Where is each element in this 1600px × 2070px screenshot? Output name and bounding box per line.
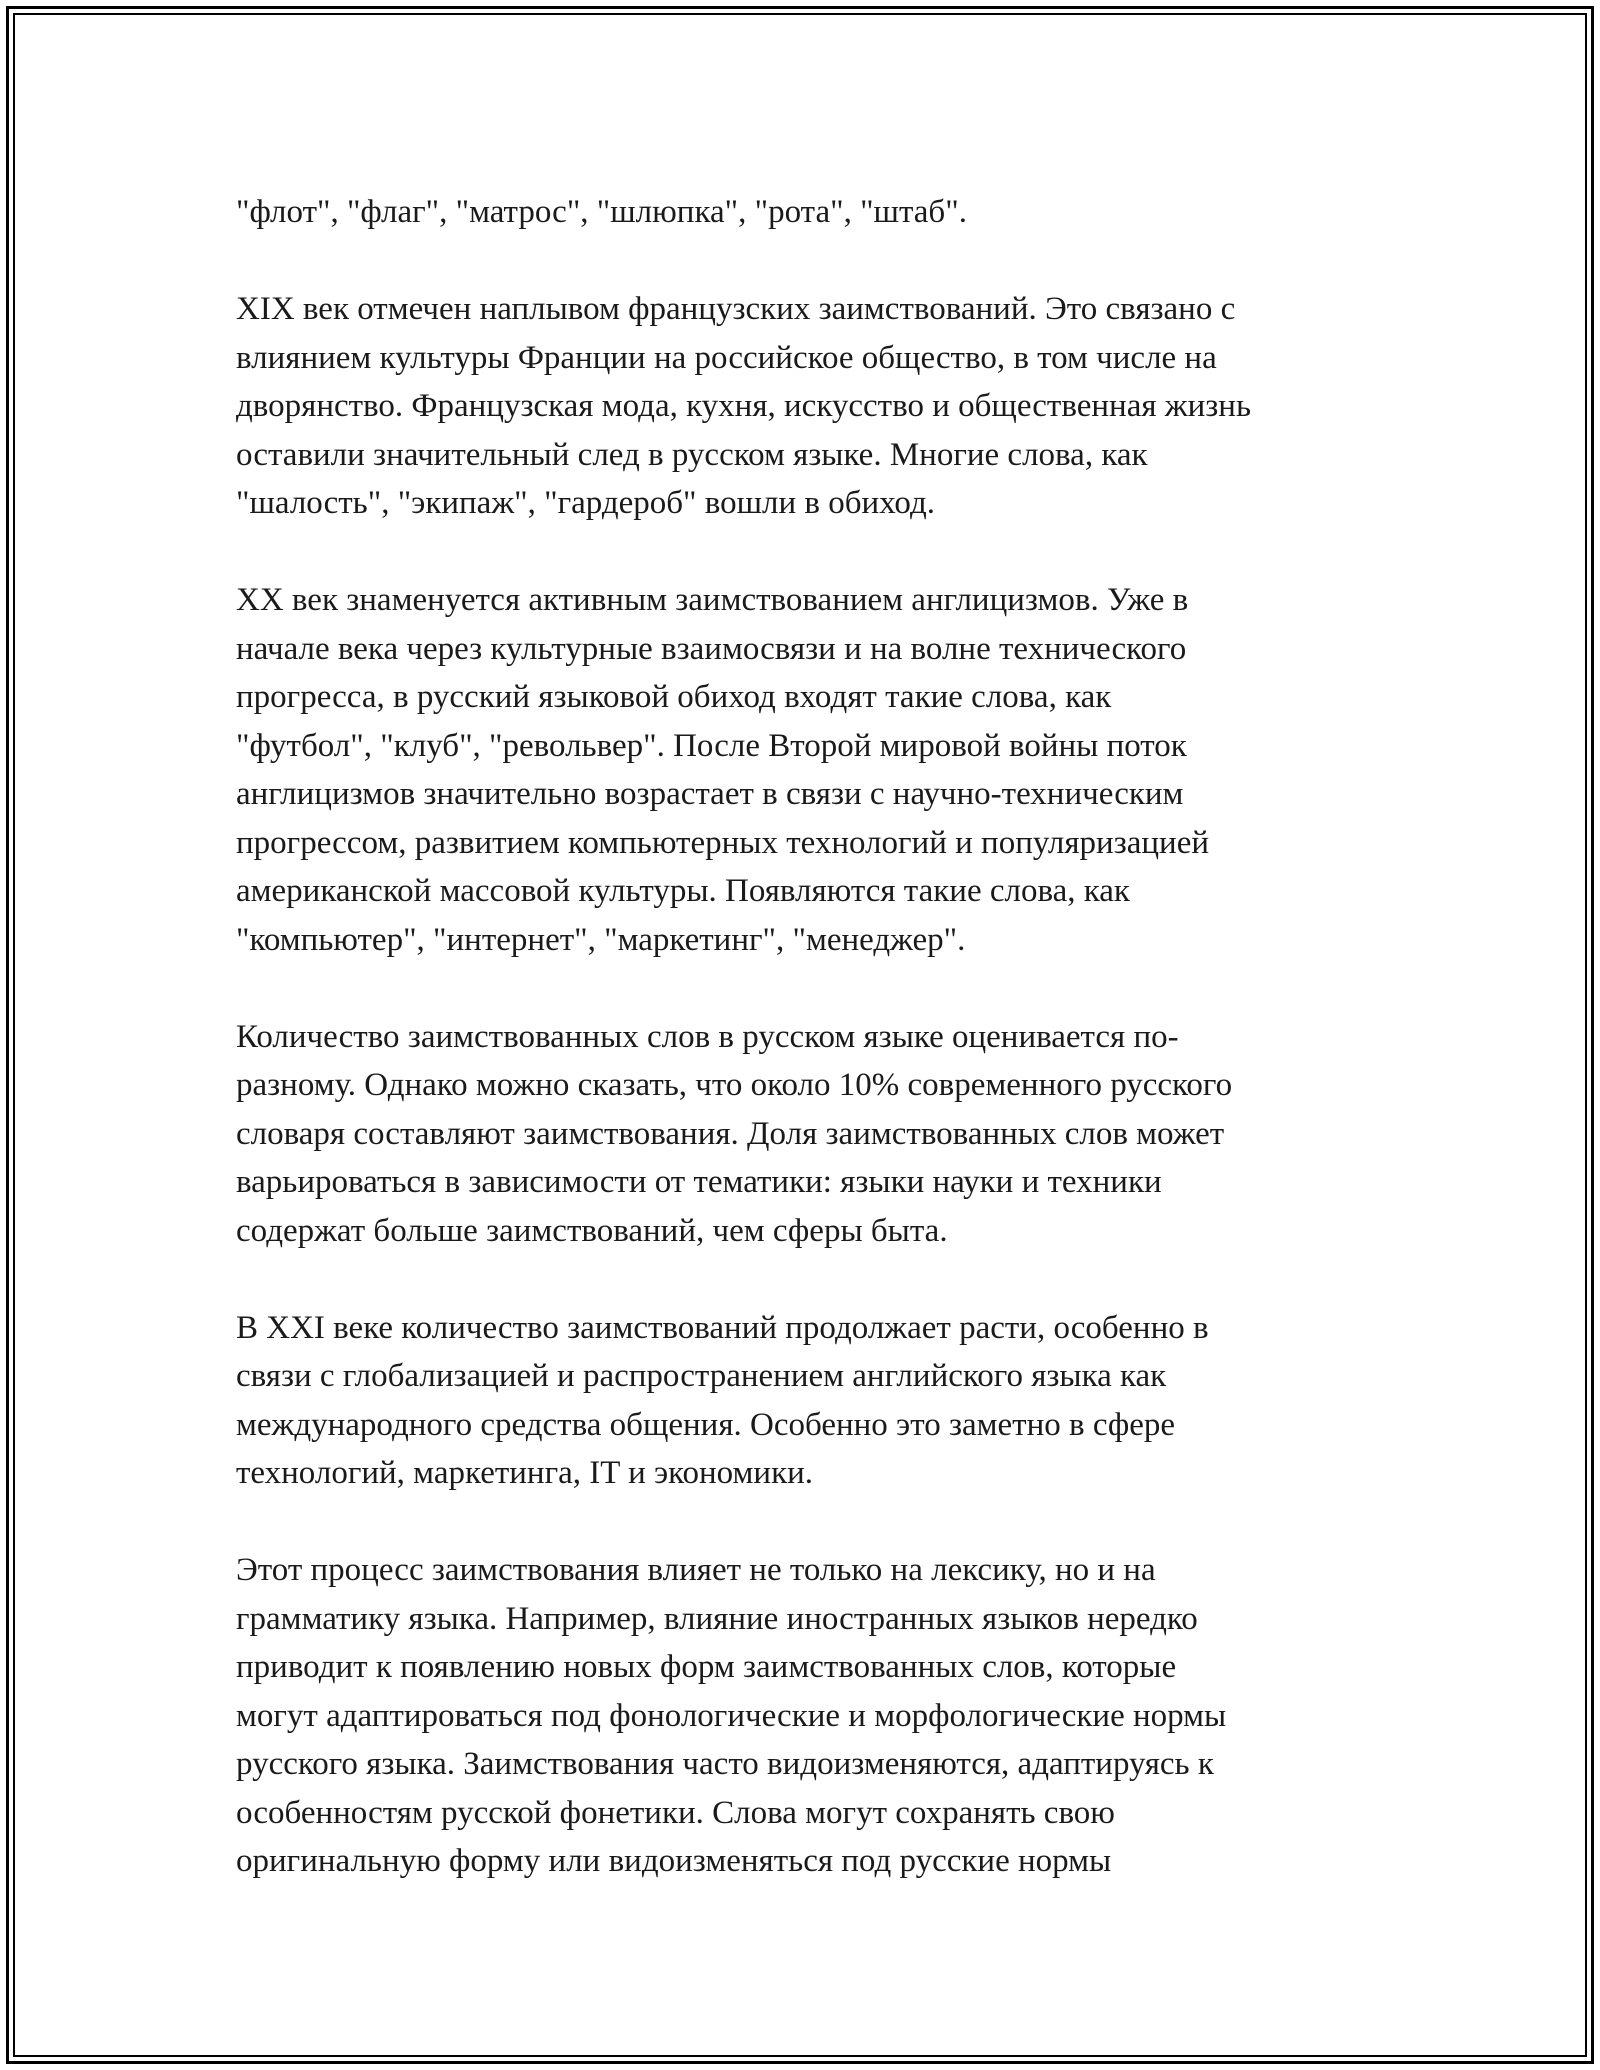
- paragraph-6: Этот процесс заимствования влияет не только на лексику, но и на грамматику языка. Например, влияние иностранных языков нередко приводит к появлению новых форм заимствованных слов, которые могут адаптироваться под фонологические и морфологические нормы русского языка. Заимствования часто видоизменяются, адаптируясь к особенностям русской фонетики. Слова могут сохранять свою оригинальную форму или видоизменяться под русские нормы: [236, 1552, 1227, 1879]
- paragraph-2: XIX век отмечен наплывом французских заимствований. Это связано с влиянием культуры Франции на российское общество, в том числе на дворянство. Французская мода, кухня, искусство и общественная жизнь оставили значительный след в русском языке. Многие слова, как "шалость", "экипаж", "гардероб" вошли в обиход.: [236, 291, 1251, 521]
- paragraph-4: Количество заимствованных слов в русском языке оценивается по- разному. Однако можно сказать, что около 10% современного русского словаря составляют заимствования. Доля заимствованных слов может варьироваться в зависимости от тематики: языки науки и техники содержат больше заимствований, чем сферы быта.: [236, 1018, 1233, 1249]
- paragraph-1: "флот", "флаг", "матрос", "шлюпка", "рота", "штаб".: [236, 194, 967, 230]
- paragraph-3: XX век знаменуется активным заимствованием англицизмов. Уже в начале века через культурные взаимосвязи и на волне технического прогресса, в русский языковой обиход входят такие слова, как "футбол", "клуб", "револьвер". После Второй мировой войны поток англицизмов значительно возрастает в связи с научно-техническим прогрессом, развитием компьютерных технологий и популяризацией американской массовой культуры. Появляются такие слова, как "компьютер", "интернет", "маркетинг", "менеджер".: [236, 582, 1210, 958]
- document-body: [236, 188, 1396, 1934]
- paragraph-5: В XXI веке количество заимствований продолжает расти, особенно в связи с глобализацией и распространением английского языка как международного средства общения. Особенно это заметно в сфере технологий, маркетинга, IT и экономики.: [236, 1309, 1209, 1491]
